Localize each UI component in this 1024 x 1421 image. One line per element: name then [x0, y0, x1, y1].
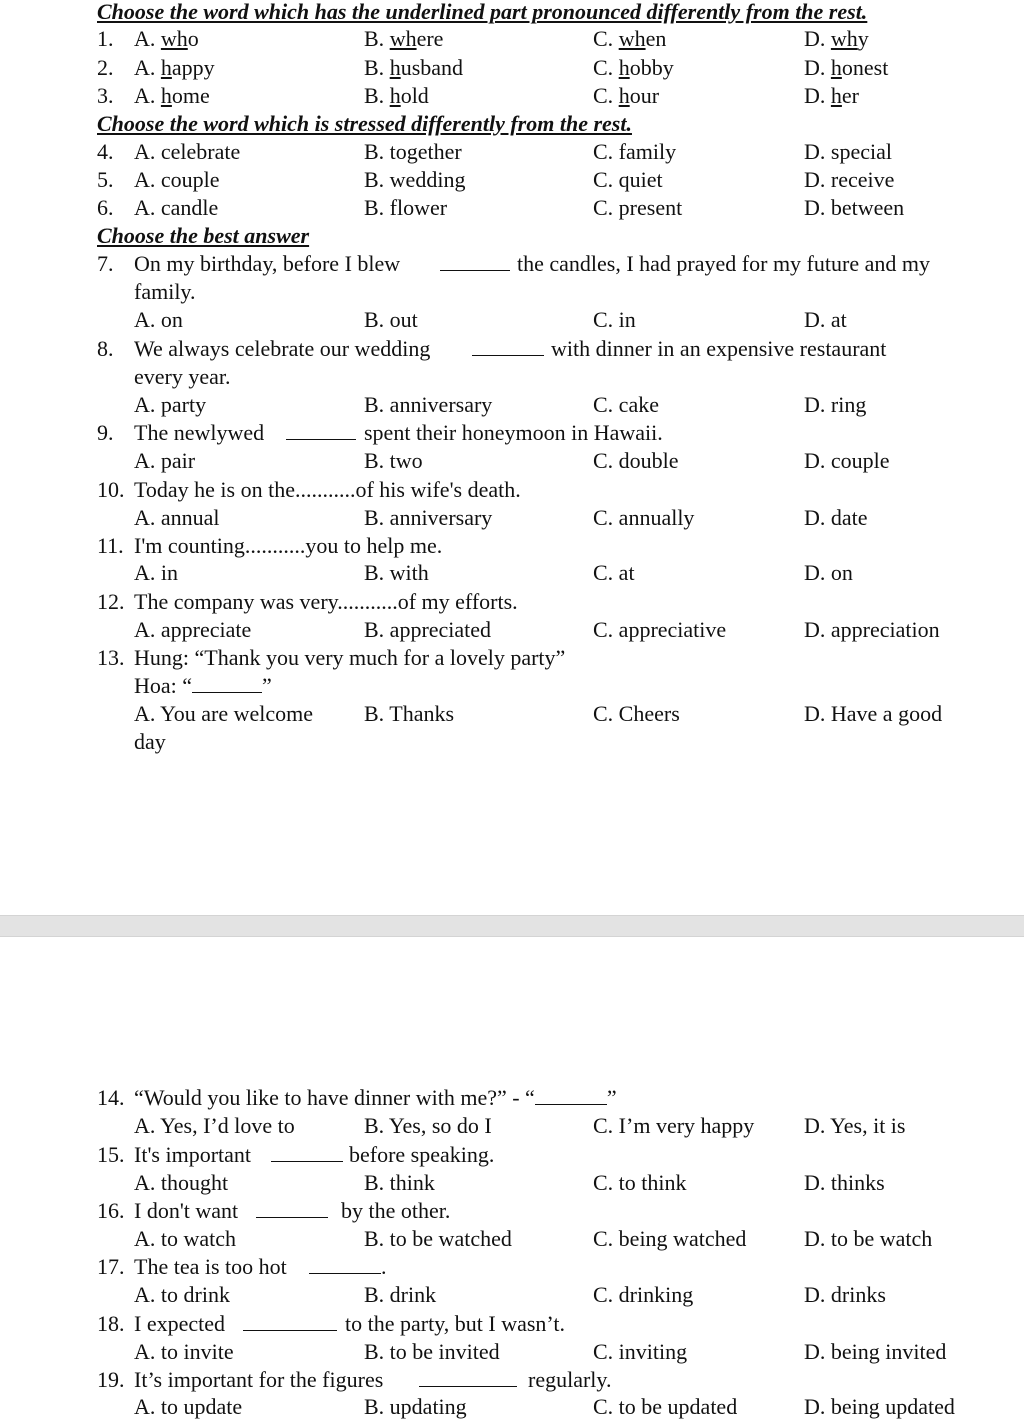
answer-blank [286, 419, 356, 447]
worksheet-page-2 [0, 937, 1024, 1419]
option-d: D. couple [804, 448, 890, 473]
option-d: D. special [804, 139, 892, 164]
option-c: C. hobby [593, 55, 674, 80]
answer-blank [243, 1310, 337, 1338]
option-c: C. to think [593, 1170, 687, 1195]
option-b: B. together [364, 139, 462, 164]
option-a: A. in [134, 560, 178, 585]
answer-blank [472, 335, 544, 363]
option-d: D. receive [804, 167, 895, 192]
option-b: B. husband [364, 55, 464, 80]
option-c: C. double [593, 448, 679, 473]
question-stem: The newlywed [134, 420, 265, 445]
question-stem: The company was very...........of my efforts. [134, 589, 518, 614]
option-b: B. Yes, so do I [364, 1113, 492, 1138]
option-a: A. on [134, 307, 183, 332]
option-b: B. appreciated [364, 617, 492, 642]
option-d: D. thinks [804, 1170, 885, 1195]
option-c: C. cake [593, 392, 659, 417]
question-number: 1. [97, 26, 114, 51]
option-d: D. on [804, 560, 853, 585]
option-c: C. family [593, 139, 677, 164]
option-a: A. pair [134, 448, 196, 473]
option-b: B. flower [364, 195, 448, 220]
question-number: 9. [97, 420, 114, 445]
question-stem: Today he is on the...........of his wife's death. [134, 477, 521, 502]
option-d: D. appreciation [804, 617, 940, 642]
option-a: A. appreciate [134, 617, 252, 642]
answer-blank [271, 1141, 343, 1169]
option-d: D. honest [804, 55, 889, 80]
option-c: C. quiet [593, 167, 663, 192]
option-a: A. thought [134, 1170, 229, 1195]
option-b: B. to be watched [364, 1226, 512, 1251]
question-number: 7. [97, 251, 114, 276]
option-a: A. Yes, I’d love to [134, 1113, 295, 1138]
option-d: D. Have a good [804, 701, 943, 726]
question-stem: I don't want [134, 1198, 239, 1223]
answer-blank [256, 1197, 328, 1225]
option-d: D. being invited [804, 1339, 947, 1364]
option-a: A. to watch [134, 1226, 237, 1251]
question-number: 14. [97, 1085, 125, 1110]
question-stem: It’s important for the figures [134, 1367, 384, 1392]
question-number: 15. [97, 1142, 125, 1167]
answer-blank: . [309, 1253, 387, 1281]
answer-blank [440, 250, 510, 278]
option-b: B. drink [364, 1282, 437, 1307]
option-a: A. annual [134, 505, 220, 530]
option-a: A. candle [134, 195, 219, 220]
question-stem: spent their honeymoon in Hawaii. [364, 420, 663, 445]
option-b: B. Thanks [364, 701, 455, 726]
option-c: C. in [593, 307, 636, 332]
question-stem: family. [134, 279, 196, 304]
answer-blank [419, 1366, 517, 1394]
question-stem: with dinner in an expensive restaurant [551, 336, 887, 361]
option-d: D. why [804, 26, 869, 51]
question-stem: by the other. [341, 1198, 451, 1223]
option-c: C. inviting [593, 1339, 688, 1364]
option-c: C. drinking [593, 1282, 694, 1307]
option-b: B. out [364, 307, 418, 332]
question-number: 13. [97, 645, 125, 670]
option-c: C. present [593, 195, 683, 220]
option-a: A. to update [134, 1394, 243, 1419]
question-stem: before speaking. [349, 1142, 495, 1167]
option-b: B. wedding [364, 167, 466, 192]
question-number: 11. [97, 533, 124, 558]
option-c: C. Cheers [593, 701, 680, 726]
option-d-continued: day [134, 729, 166, 754]
option-a: A. couple [134, 167, 220, 192]
question-number: 3. [97, 83, 114, 108]
option-b: B. two [364, 448, 423, 473]
option-a: A. to drink [134, 1282, 230, 1307]
option-d: D. drinks [804, 1282, 886, 1307]
section-heading-best-answer: Choose the best answer [97, 223, 310, 248]
option-a: A. home [134, 83, 210, 108]
option-c: C. I’m very happy [593, 1113, 755, 1138]
option-c: C. to be updated [593, 1394, 738, 1419]
section-heading-stress: Choose the word which is stressed differently from the rest. [97, 111, 632, 136]
option-c: C. annually [593, 505, 695, 530]
question-stem: On my birthday, before I blew [134, 251, 401, 276]
question-number: 18. [97, 1311, 125, 1336]
question-stem: regularly. [528, 1367, 612, 1392]
question-number: 19. [97, 1367, 125, 1392]
option-a: A. happy [134, 55, 215, 80]
question-stem: every year. [134, 364, 231, 389]
option-d: D. being updated [804, 1394, 955, 1419]
question-number: 17. [97, 1254, 125, 1279]
option-b: B. anniversary [364, 505, 493, 530]
question-number: 4. [97, 139, 114, 164]
question-stem: the candles, I had prayed for my future and my [517, 251, 930, 276]
question-stem: to the party, but I wasn’t. [345, 1311, 565, 1336]
option-b: B. to be invited [364, 1339, 500, 1364]
option-a: A. who [134, 26, 199, 51]
option-a: A. party [134, 392, 207, 417]
question-stem: We always celebrate our wedding [134, 336, 431, 361]
question-number: 2. [97, 55, 114, 80]
option-d: D. Yes, it is [804, 1113, 906, 1138]
option-d: D. at [804, 307, 847, 332]
question-stem: “Would you like to have dinner with me?” - “ ” [134, 1085, 617, 1110]
option-b: B. updating [364, 1394, 467, 1419]
option-d: D. between [804, 195, 905, 220]
question-number: 6. [97, 195, 114, 220]
option-c: C. when [593, 26, 667, 51]
option-b: B. hold [364, 83, 429, 108]
option-c: C. hour [593, 83, 660, 108]
option-c: C. being watched [593, 1226, 747, 1251]
option-d: D. date [804, 505, 868, 530]
option-a: A. to invite [134, 1339, 234, 1364]
option-d: D. her [804, 83, 859, 108]
question-stem: It's important [134, 1142, 252, 1167]
option-a: A. celebrate [134, 139, 241, 164]
question-number: 5. [97, 167, 114, 192]
question-number: 12. [97, 589, 125, 614]
section-heading-pronunciation: Choose the word which has the underlined part pronounced differently from the rest. [97, 0, 868, 24]
option-a: A. You are welcome [134, 701, 314, 726]
option-c: C. at [593, 560, 635, 585]
question-stem: I'm counting...........you to help me. [134, 533, 443, 558]
option-b: B. anniversary [364, 392, 493, 417]
option-b: B. think [364, 1170, 435, 1195]
option-d: D. to be watch [804, 1226, 933, 1251]
option-b: B. where [364, 26, 444, 51]
page-separator [0, 915, 1024, 937]
question-stem: Hung: “Thank you very much for a lovely party” [134, 645, 566, 670]
question-stem: The tea is too hot [134, 1254, 287, 1279]
option-d: D. ring [804, 392, 867, 417]
question-stem: Hoa: “ ” [134, 673, 272, 698]
question-number: 8. [97, 336, 114, 361]
option-b: B. with [364, 560, 429, 585]
question-number: 16. [97, 1198, 125, 1223]
question-stem: I expected [134, 1311, 225, 1336]
question-number: 10. [97, 477, 125, 502]
option-c: C. appreciative [593, 617, 727, 642]
